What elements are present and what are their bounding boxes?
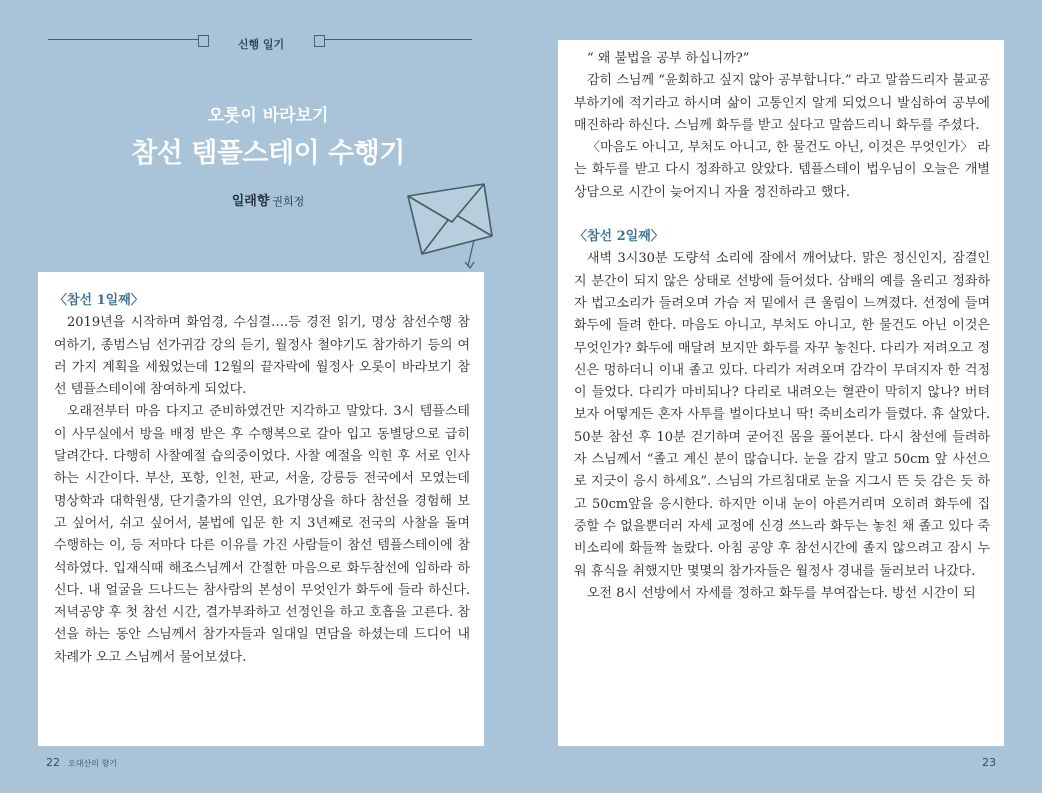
author-byline — [168, 190, 368, 209]
page-number-left: 22 — [46, 756, 60, 769]
header-rule-left — [48, 39, 198, 40]
right-paragraph: 〈마음도 아니고, 부처도 아니고, 한 물건도 아닌, 이것은 무엇인가〉 라는 화두를 받고 다시 정좌하고 앉았다. 템플스테이 법우님이 오늘은 개별 상담으로 시간이 늦어지니 자율 정진하라고 했다. — [574, 140, 990, 200]
envelope-illustration — [402, 178, 498, 272]
right-paragraph: 오전 8시 선방에서 자세를 정하고 화두를 부여잡는다. 방선 시간이 되 — [587, 585, 976, 601]
left-paragraph: 오래전부터 마음 다지고 준비하였건만 지각하고 말았다. 3시 템플스테이 사무실에서 방을 배정 받은 후 수행복으로 갈아 입고 동별당으로 급히 달려간다. 다행히 사찰예절 습의중이었다. 사찰 예절을 익힌 후 서로 인사하는 시간이다. 부산, 포항, 인천, 판교, 서울, 강릉등 전국에서 모였는데 명상학과 대학원생, 단기출가의 인연, 요가명상을 하다 참선을 경험해 보고 싶어서, 쉬고 싶어서, 불법에 입문 한 지 3년째로 전국의 사찰을 돌며 수행하는 이, 등 저마다 다른 이유를 가진 사람들이 참선 템플스테이에 참석하였다. 입재식때 해조스님께서 간절한 마음으로 화두참선에 임하라 하신다. 내 얼굴을 드나드는 참사람의 본성이 무엇인가 화두에 들라 하신다. 저녁공양 후 첫 참선 시간, 결가부좌하고 선정인을 하고 호흡을 고른다. 참선을 하는 동안 스님께서 참가자들과 일대일 면담을 하셨는데 드디어 내 차례가 오고 스님께서 물어보셨다. — [54, 404, 470, 665]
left-paragraph: 2019년을 시작하며 화엄경, 수심결….등 경전 읽기, 명상 참선수행 참여하기, 종범스님 선가귀감 강의 듣기, 월정사 철야기도 참가하기 등의 여러 가지 계획을 세웠었는데 12월의 끝자락에 월정사 오롯이 바라보기 참선 템플스테이에 참여하게 되었다. — [54, 315, 470, 398]
header-rule-right — [324, 39, 472, 40]
right-paragraph: 감히 스님께 “윤회하고 싶지 않아 공부합니다.” 라고 말씀드리자 불교공부하기에 적기라고 하시며 삶이 고통인지 알게 되었으니 발심하여 공부에 매진하라 하신다. 스님께 화두를 받고 싶다고 말씀드리니 화두를 주셨다. — [574, 73, 990, 133]
day-1-heading: 〈참선 1일째〉 — [54, 293, 144, 308]
right-paragraph: “ 왜 불법을 공부 하십니까?” — [587, 51, 750, 66]
right-page-panel — [558, 40, 1004, 746]
day-2-heading: 〈참선 2일째〉 — [574, 229, 664, 245]
magazine-name: 오대산의 향기 — [68, 759, 117, 768]
author-name: 일래향 — [231, 194, 270, 209]
article-title: 참선 템플스테이 수행기 — [131, 138, 405, 169]
page-number-right: 23 — [982, 756, 996, 769]
section-spacer — [574, 204, 990, 226]
section-label: 신행 일기 — [237, 38, 285, 51]
author-real-name: 권희정 — [272, 195, 305, 208]
right-paragraph: 새벽 3시30분 도량석 소리에 잠에서 깨어났다. 맑은 정신인지, 잠결인지 분간이 되지 않은 상태로 선방에 들어섰다. 삼배의 예를 올리고 정좌하자 법고소리가 들려오며 가슴 저 밑에서 큰 울림이 느껴졌다. 선정에 들며 화두에 들려 한다. 마음도 아니고, 부처도 아니고, 한 물건도 아닌 이것은 무엇인가? 화두에 매달려 보지만 화두를 자꾸 놓친다. 다리가 저려오고 정신은 멍하더니 이내 졸고 있다. 다리가 저려오며 감각이 무뎌지자 한 걱정이 들었다. 다리가 마비되나? 다리로 내려오는 혈관이 막히지 않나? 버텨보자 어떻게든 혼자 사투를 벌이다보니 딱! 죽비소리가 들렸다. 휴 살았다. 50분 참선 후 10분 걷기하며 굳어진 몸을 풀어본다. 다시 참선에 들려하자 스님께서 “졸고 계신 분이 많습니다. 눈을 감지 말고 50cm 앞 사선으로 지긋이 응시 하세요”. 스님의 가르침대로 눈을 지그시 뜬 듯 감은 듯 하고 50cm앞을 응시한다. 하지만 이내 눈이 아른거리며 오히려 화두에 집중할 수 없을뿐더러 자세 교정에 신경 쓰느라 화두는 놓친 채 졸고 있다 죽비소리에 화들짝 놀랐다. 아침 공양 후 참선시간에 졸지 않으려고 잠시 누워 휴식을 취했지만 몇몇의 참가자들은 월정사 경내를 둘러보러 나갔다. — [574, 251, 990, 579]
article-subtitle: 오롯이 바라보기 — [207, 106, 329, 126]
left-page-panel — [38, 272, 484, 746]
